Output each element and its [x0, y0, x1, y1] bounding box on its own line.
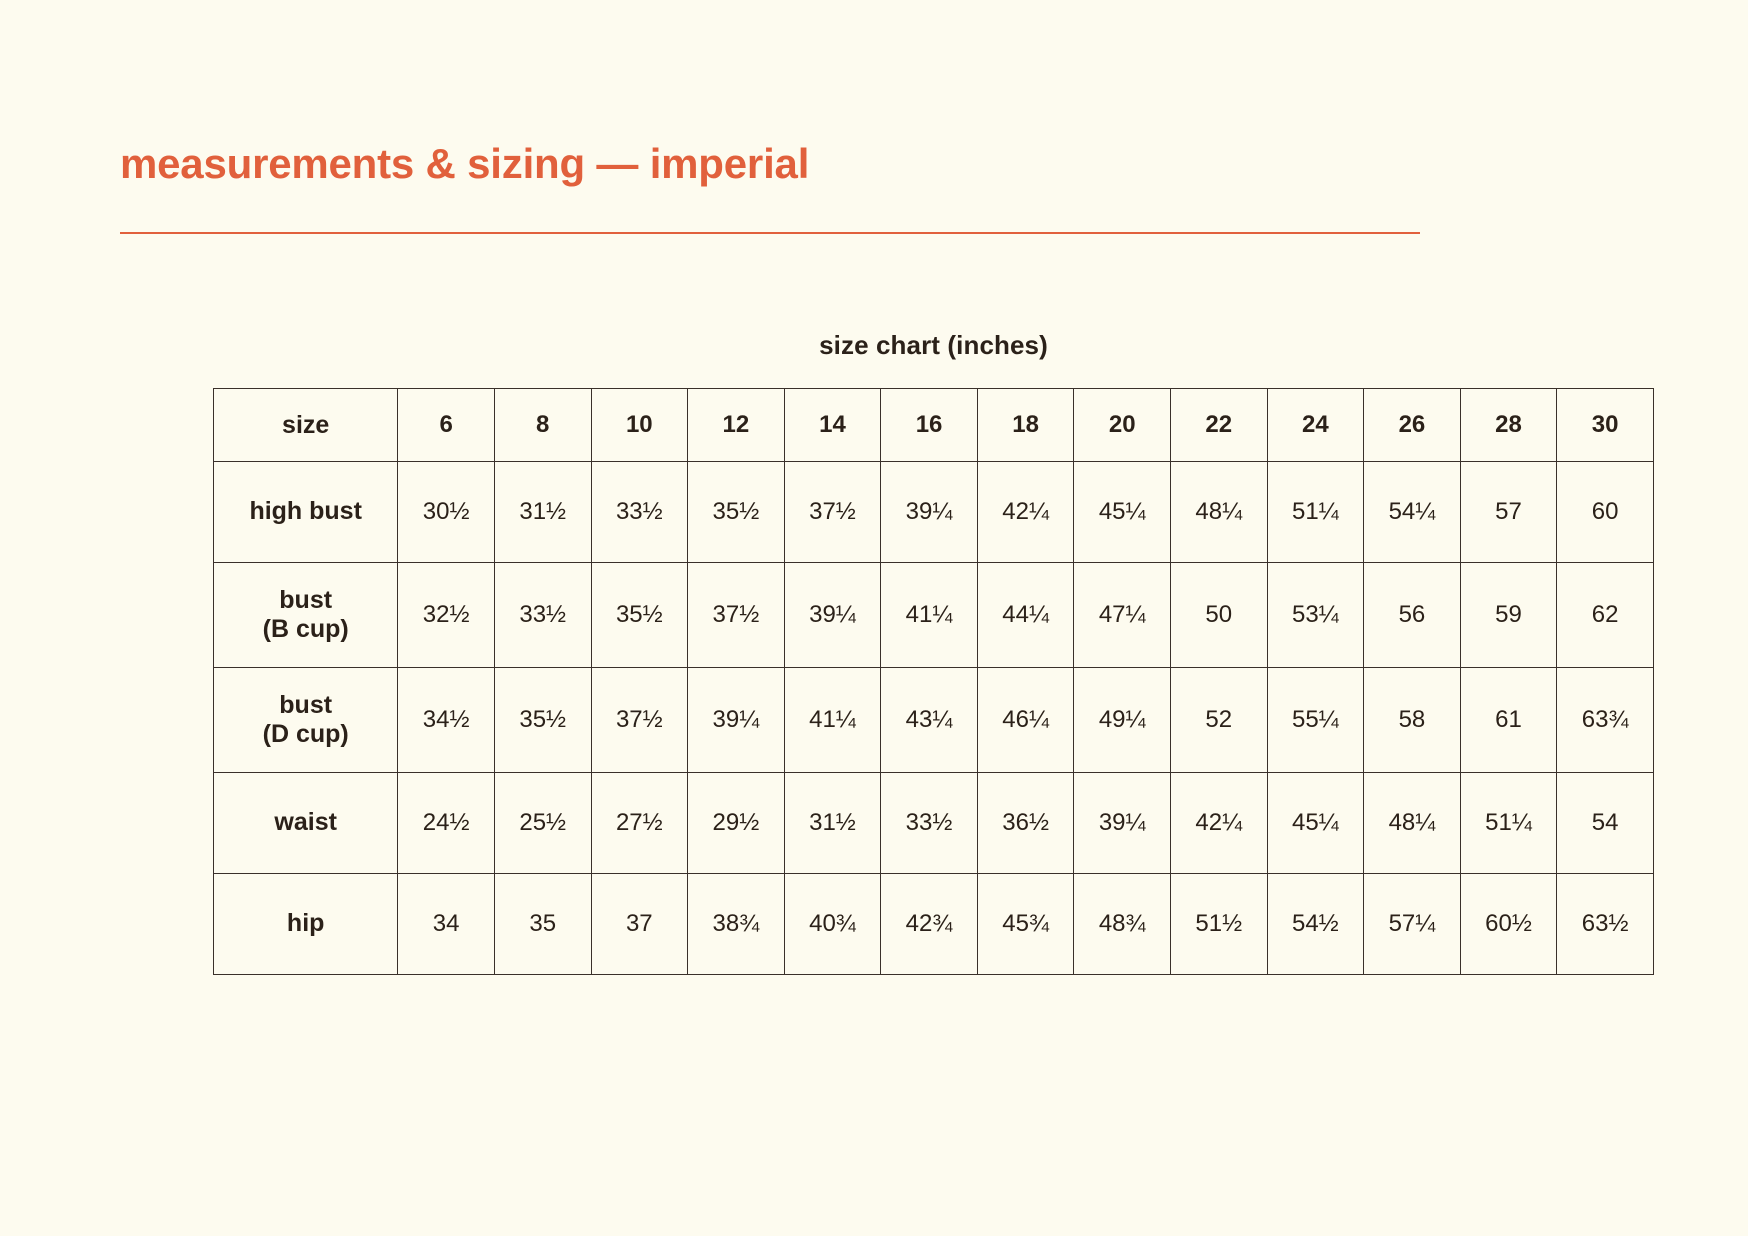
column-header-size: size [214, 389, 398, 462]
cell-hip-24: 54½ [1267, 874, 1364, 975]
cell-bust-b-8: 33½ [494, 563, 591, 668]
cell-waist-18: 36½ [977, 773, 1074, 874]
cell-waist-10: 27½ [591, 773, 688, 874]
cell-bust-d-30: 63¾ [1557, 668, 1654, 773]
cell-waist-6: 24½ [398, 773, 495, 874]
cell-bust-d-24: 55¼ [1267, 668, 1364, 773]
cell-bust-b-16: 41¼ [881, 563, 978, 668]
cell-high-bust-6: 30½ [398, 462, 495, 563]
column-header-30: 30 [1557, 389, 1654, 462]
cell-high-bust-8: 31½ [494, 462, 591, 563]
cell-hip-14: 40¾ [784, 874, 881, 975]
row-header-bust-b-cup [214, 563, 398, 668]
cell-waist-22: 42¼ [1170, 773, 1267, 874]
cell-hip-16: 42¾ [881, 874, 978, 975]
cell-bust-d-6: 34½ [398, 668, 495, 773]
cell-bust-b-28: 59 [1460, 563, 1557, 668]
cell-bust-d-28: 61 [1460, 668, 1557, 773]
chart-title: size chart (inches) [819, 330, 1048, 360]
cell-bust-b-12: 37½ [688, 563, 785, 668]
cell-bust-b-24: 53¼ [1267, 563, 1364, 668]
row-header-waist: waist [214, 773, 398, 874]
cell-waist-26: 48¼ [1364, 773, 1461, 874]
cell-bust-b-18: 44¼ [977, 563, 1074, 668]
page-title: measurements & sizing — imperial [120, 140, 810, 187]
table-row [214, 668, 1654, 773]
cell-bust-b-20: 47¼ [1074, 563, 1171, 668]
column-header-28: 28 [1460, 389, 1557, 462]
column-header-8: 8 [494, 389, 591, 462]
column-header-10: 10 [591, 389, 688, 462]
cell-high-bust-16: 39¼ [881, 462, 978, 563]
row-header-line2: (D cup) [262, 720, 349, 748]
cell-bust-d-12: 39¼ [688, 668, 785, 773]
cell-high-bust-28: 57 [1460, 462, 1557, 563]
table-row [214, 773, 1654, 874]
table-body [214, 462, 1654, 975]
column-header-22: 22 [1170, 389, 1267, 462]
cell-bust-d-14: 41¼ [784, 668, 881, 773]
cell-bust-d-10: 37½ [591, 668, 688, 773]
title-divider [120, 232, 1420, 234]
cell-bust-b-22: 50 [1170, 563, 1267, 668]
table-header-row [214, 389, 1654, 462]
cell-high-bust-22: 48¼ [1170, 462, 1267, 563]
cell-high-bust-24: 51¼ [1267, 462, 1364, 563]
cell-high-bust-12: 35½ [688, 462, 785, 563]
row-header-line1: bust [279, 690, 333, 719]
cell-bust-b-14: 39¼ [784, 563, 881, 668]
table-header [214, 389, 1654, 462]
cell-hip-20: 48¾ [1074, 874, 1171, 975]
cell-high-bust-26: 54¼ [1364, 462, 1461, 563]
cell-bust-d-26: 58 [1364, 668, 1461, 773]
cell-high-bust-20: 45¼ [1074, 462, 1171, 563]
cell-bust-d-20: 49¼ [1074, 668, 1171, 773]
cell-bust-b-26: 56 [1364, 563, 1461, 668]
cell-waist-24: 45¼ [1267, 773, 1364, 874]
cell-high-bust-10: 33½ [591, 462, 688, 563]
cell-bust-b-10: 35½ [591, 563, 688, 668]
column-header-20: 20 [1074, 389, 1171, 462]
cell-hip-30: 63½ [1557, 874, 1654, 975]
size-chart-section [213, 330, 1654, 975]
row-header-hip: hip [214, 874, 398, 975]
cell-hip-8: 35 [494, 874, 591, 975]
cell-waist-28: 51¼ [1460, 773, 1557, 874]
cell-waist-20: 39¼ [1074, 773, 1171, 874]
column-header-26: 26 [1364, 389, 1461, 462]
column-header-14: 14 [784, 389, 881, 462]
cell-waist-30: 54 [1557, 773, 1654, 874]
cell-hip-10: 37 [591, 874, 688, 975]
row-header-line2: (B cup) [262, 615, 349, 643]
cell-hip-22: 51½ [1170, 874, 1267, 975]
row-header-line1: bust [279, 585, 333, 614]
cell-waist-16: 33½ [881, 773, 978, 874]
cell-bust-d-16: 43¼ [881, 668, 978, 773]
table-row [214, 462, 1654, 563]
column-header-12: 12 [688, 389, 785, 462]
cell-hip-18: 45¾ [977, 874, 1074, 975]
column-header-6: 6 [398, 389, 495, 462]
size-chart-table [213, 388, 1654, 975]
cell-hip-12: 38¾ [688, 874, 785, 975]
row-header-bust-d-cup [214, 668, 398, 773]
cell-waist-8: 25½ [494, 773, 591, 874]
cell-bust-b-6: 32½ [398, 563, 495, 668]
column-header-24: 24 [1267, 389, 1364, 462]
column-header-18: 18 [977, 389, 1074, 462]
cell-high-bust-18: 42¼ [977, 462, 1074, 563]
cell-hip-6: 34 [398, 874, 495, 975]
cell-bust-d-22: 52 [1170, 668, 1267, 773]
cell-bust-d-18: 46¼ [977, 668, 1074, 773]
cell-hip-28: 60½ [1460, 874, 1557, 975]
cell-bust-d-8: 35½ [494, 668, 591, 773]
row-header-high-bust: high bust [214, 462, 398, 563]
cell-high-bust-30: 60 [1557, 462, 1654, 563]
cell-hip-26: 57¼ [1364, 874, 1461, 975]
cell-waist-14: 31½ [784, 773, 881, 874]
cell-high-bust-14: 37½ [784, 462, 881, 563]
cell-bust-b-30: 62 [1557, 563, 1654, 668]
table-row [214, 563, 1654, 668]
cell-waist-12: 29½ [688, 773, 785, 874]
table-row [214, 874, 1654, 975]
column-header-16: 16 [881, 389, 978, 462]
